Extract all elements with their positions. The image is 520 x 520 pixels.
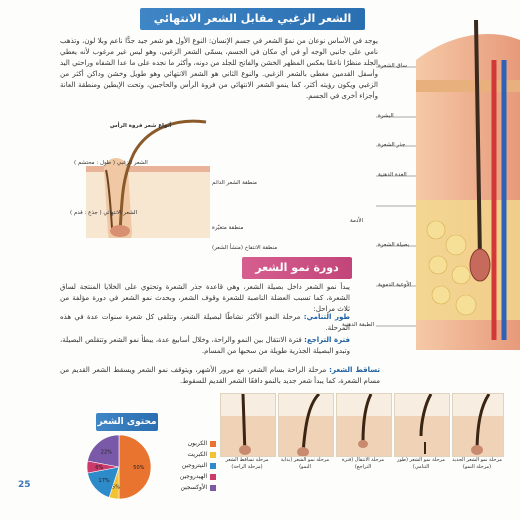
legend-item-carbon: الكربون — [188, 440, 216, 447]
stage-anagen-text: مرحلة النمو الأكثر نشاطًا لبصيلة الشعر، وتتلقى كل شعرة سنوات عدة في هذه المرحلة. — [60, 313, 350, 332]
stage-illustration-1 — [220, 393, 276, 457]
stage-caption-2: مرحلة نمو الشعر (بداية النمو) — [280, 457, 330, 470]
label-terminal-hair: الشعر الانتهائي ( جذع : قدم ) — [70, 210, 138, 216]
label-fat-layer: الطبقة الدهنية — [342, 322, 375, 328]
pie-value-label-2: 17% — [98, 478, 110, 485]
stage-anagen-paragraph — [60, 312, 350, 334]
stage-telogen-title: تساقط الشعر: — [329, 366, 380, 374]
pie-legend — [160, 440, 216, 500]
label-hair-bulb: بصيلة الشعرة — [378, 242, 410, 248]
section-title-hair-content: محتوى الشعر — [96, 413, 158, 431]
stage-caption-4: مرحلة نمو الشعر (طور التنامي) — [397, 457, 445, 470]
stage-catagen-title: فترة التراجع: — [304, 336, 350, 344]
stage-telogen-paragraph — [60, 365, 380, 387]
cycle-intro-paragraph: يبدأ نمو الشعر داخل بصيلة الشعر، وهي قاعدة جذر الشعرة وتحتوي على الخلايا المنتجة لساق الشعرة، كما تسبب العضلة الناصبة للشعرة وقوف الشعر، وبحدث نمو الشعر في دورة مؤلفة من ثلاث مراحل: — [60, 283, 350, 313]
label-vellus-hair: الشعر الزغبي ( طول : محتشم ) — [74, 160, 148, 166]
pie-value-label-0: 50% — [133, 465, 145, 471]
label-bulb-zone: منطقة الانتفاخ (منشأ الشعر) — [212, 245, 278, 251]
label-dermis: الأدمة — [350, 218, 364, 224]
stage-caption-5: مرحلة نمو الشعر الجديد (مرحلة النمو) — [452, 457, 502, 470]
legend-item-sulfur: الكبريت — [188, 451, 217, 458]
stage-illustration-5 — [452, 393, 504, 457]
legend-item-nitrogen: النيتروجين — [182, 462, 216, 469]
label-blood-vessels: الأوعية الدموية — [378, 282, 412, 288]
stage-catagen-text: فترة الانتقال بين النمو والراحة، وخلال أسابيع عدة، يبطأ نمو الشعر وتتقلص البصيلة، وتبدو البصيلة الجذرية طويلة من سحبها من المسام. — [60, 336, 350, 355]
section-title-vellus-terminal: الشعر الزغبي مقابل الشعر الانتهائي — [140, 8, 365, 30]
label-hair-shaft: ساق الشعرة — [378, 63, 407, 69]
hair-follicle-illustration — [86, 118, 210, 238]
label-variable-zone: منطقة متغيّرة — [212, 225, 244, 231]
label-sebaceous-gland: الغدة الدهنية — [378, 172, 407, 178]
stage-caption-3: مرحلة الانتقال (فترة التراجع) — [341, 457, 385, 470]
section-title-hair-growth-cycle: دورة نمو الشعر — [242, 257, 352, 279]
pie-value-label-3: 6% — [95, 465, 104, 471]
skin-cross-section-illustration — [376, 20, 520, 350]
stage-catagen-paragraph — [60, 335, 350, 357]
stage-anagen-title: طور التنامي: — [303, 313, 350, 321]
label-epidermis: البشرة — [378, 113, 394, 119]
label-permanent-zone: منطقة الشعر الدائم — [212, 180, 257, 186]
pie-value-label-1: 5% — [111, 484, 120, 491]
label-hair-root: جذر الشعرة — [378, 142, 406, 148]
legend-item-hydrogen: الهيدروجين — [180, 473, 216, 480]
stage-illustration-2 — [278, 393, 334, 457]
follicle-types-caption: أنواع شعر فروة الرأس — [110, 123, 172, 129]
page-number: 25 — [18, 480, 31, 490]
stage-illustration-4 — [394, 393, 450, 457]
stage-telogen-text: مرحلة الراحة بسام الشعر، مع مرور الأشهر، ويتوقف نمو الشعر ويسقط الشعر القديم من مسام الشعرة، كما يبدأ شعر جديد بالنمو دافعًا الشعر القديم للسقوط. — [60, 366, 380, 385]
pie-value-label-4: 22% — [100, 449, 112, 456]
intro-paragraph: يوجد في الأساس نوعان من نموّ الشعر في جسم الإنسان: النوع الأول هو شعر جيد جدًّا ناعم وبلا لون، وتذهب نامي على جانبي الوجه أو في أي مكان في الجسم، يسمّى الشعر الزغبي، وهو ليس غير مرغوب لأنه يعطي الجلد منظرًا ناعمًا بعكس المظهر الخشن والفاتح للجلد من دونه، وأكثر ما نجده على ما عدا الشفاه وراحتي اليد وأسفل القدمين مغطى بالشعر الزغبي. والنوع الثاني هو الشعر الانتهائي وهو طويل وخشن وداكن أكثر من الزغبي ويكون رؤيته أكثر، كما ينمو الشعر الانتهائي من فروة الرأس والحاجبين، وتحت الإبطين ومنطقة العانة وأجزاء أخرى في الجسم. — [60, 37, 378, 100]
legend-item-oxygen: الأوكسجين — [181, 484, 216, 491]
hair-content-pie-chart — [84, 432, 154, 502]
stage-illustration-3 — [336, 393, 392, 457]
stage-caption-1: مرحلة تساقط الشعر (مرحلة الراحة) — [225, 457, 269, 470]
